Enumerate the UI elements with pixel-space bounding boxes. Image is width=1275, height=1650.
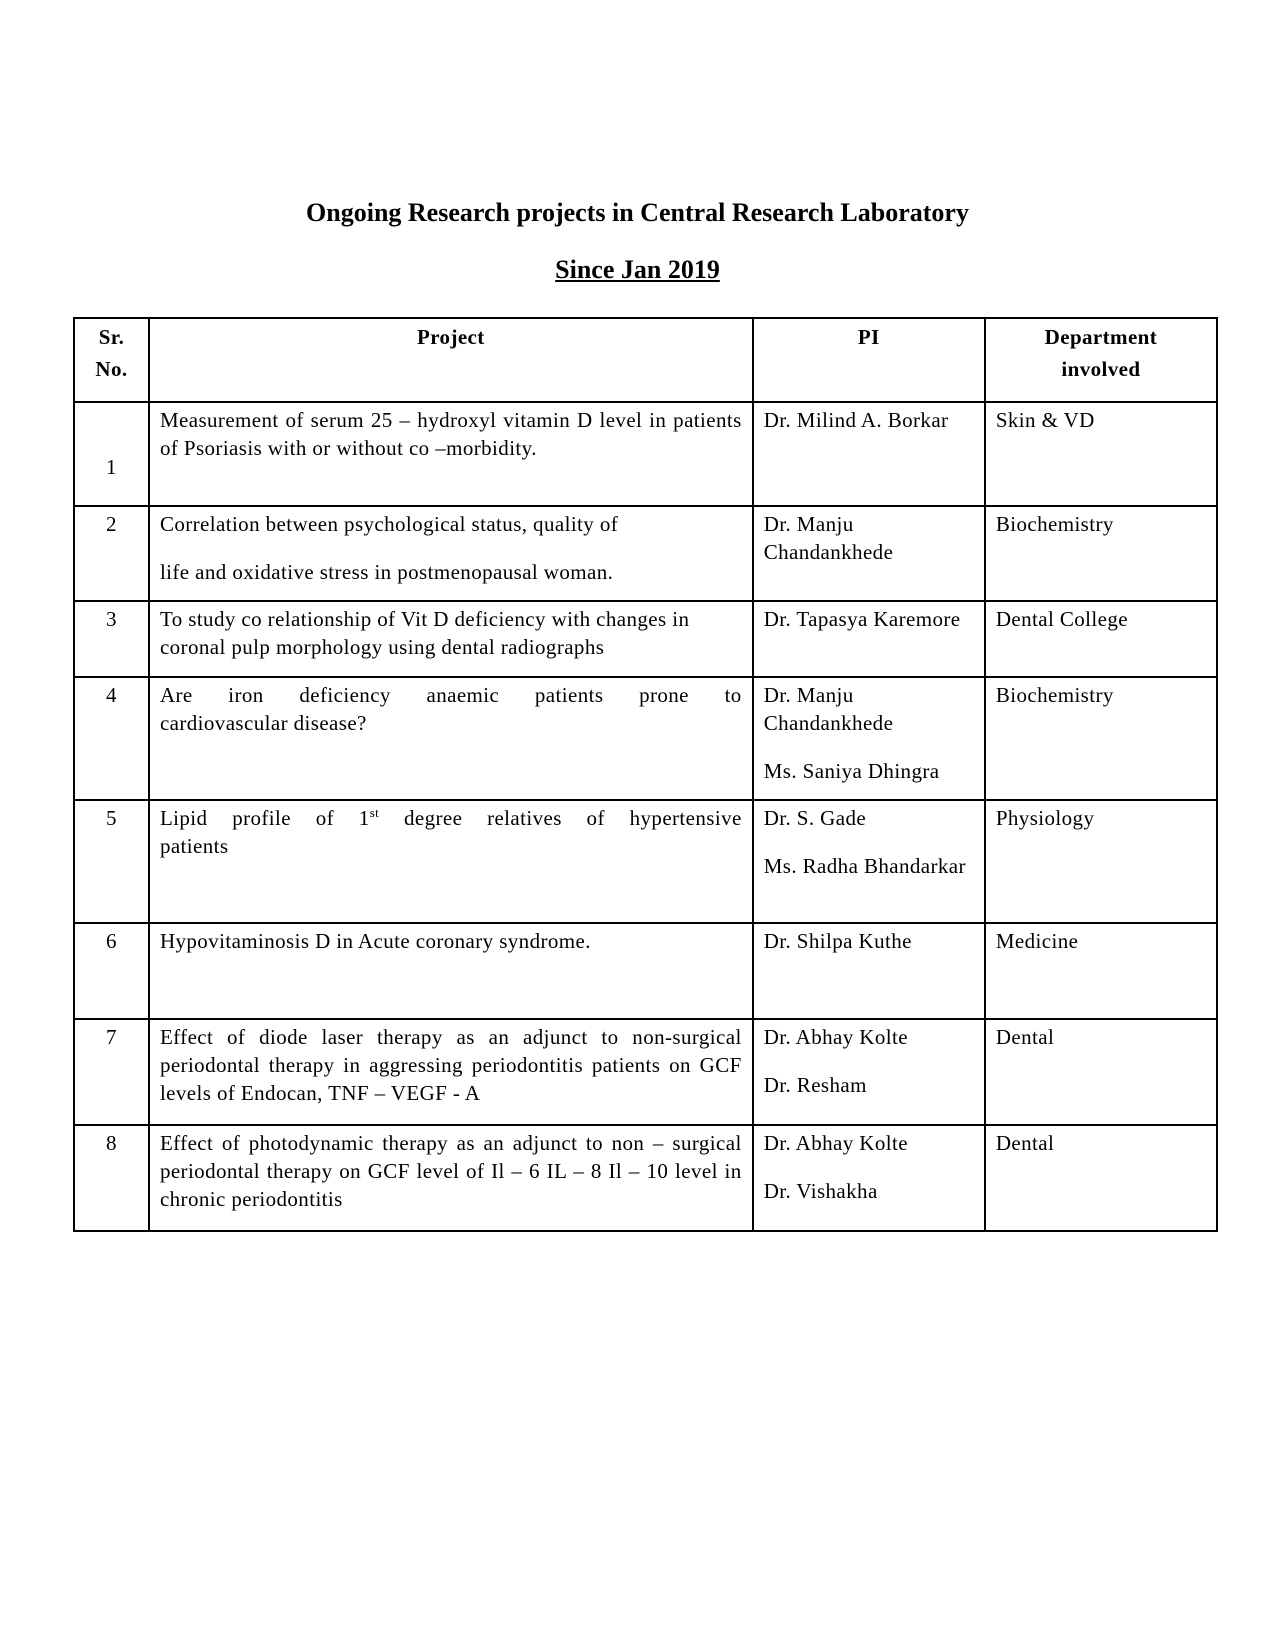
row-sr: 2 xyxy=(74,506,149,601)
pi-name: Ms. Saniya Dhingra xyxy=(763,759,940,783)
table-row xyxy=(74,677,1217,800)
row-project xyxy=(149,506,753,601)
project-line: life and oxidative stress in postmenopausal woman. xyxy=(159,560,614,584)
row-department: Dental College xyxy=(985,601,1217,677)
row-sr: 5 xyxy=(74,800,149,923)
project-line: Correlation between psychological status, quality of xyxy=(159,512,619,536)
pi-name: Dr. Milind A. Borkar xyxy=(763,408,949,432)
pi-name: Dr. Tapasya Karemore xyxy=(763,607,961,631)
pi-name: Dr. Resham xyxy=(763,1073,867,1097)
row-pi xyxy=(753,601,985,677)
pi-name: Ms. Radha Bhandarkar xyxy=(763,854,966,878)
row-department: Physiology xyxy=(985,800,1217,923)
row-department: Biochemistry xyxy=(985,506,1217,601)
table-row xyxy=(74,1125,1217,1231)
row-department: Medicine xyxy=(985,923,1217,1019)
header-project: Project xyxy=(149,318,753,402)
ordinal-superscript: st xyxy=(369,805,380,820)
project-text: Lipid profile of 1 xyxy=(159,806,370,830)
row-department: Dental xyxy=(985,1125,1217,1231)
row-project: Effect of diode laser therapy as an adjunct to non-surgical periodontal therapy in aggressing periodontitis patients on GCF levels of Endocan, TNF – VEGF - A xyxy=(149,1019,753,1125)
project-line: patients xyxy=(159,834,229,858)
row-department: Biochemistry xyxy=(985,677,1217,800)
page-title: Ongoing Research projects in Central Research Laboratory xyxy=(306,198,969,227)
table-header-row xyxy=(74,318,1217,402)
project-line: cardiovascular disease? xyxy=(159,711,367,735)
row-sr: 3 xyxy=(74,601,149,677)
table-row xyxy=(74,506,1217,601)
table-row xyxy=(74,601,1217,677)
project-line: Are iron deficiency anaemic patients prone to xyxy=(159,683,742,707)
table-row xyxy=(74,1019,1217,1125)
table-row xyxy=(74,800,1217,923)
pi-name: Dr. Vishakha xyxy=(763,1179,878,1203)
row-project: Measurement of serum 25 – hydroxyl vitamin D level in patients of Psoriasis with or without co –morbidity. xyxy=(149,402,753,506)
row-project: To study co relationship of Vit D deficiency with changes in coronal pulp morphology using dental radiographs xyxy=(149,601,753,677)
project-line xyxy=(160,804,742,832)
row-sr: 1 xyxy=(74,402,149,506)
row-project: Hypovitaminosis D in Acute coronary syndrome. xyxy=(149,923,753,1019)
pi-name: Dr. S. Gade xyxy=(763,806,867,830)
table-row xyxy=(74,923,1217,1019)
row-pi xyxy=(753,402,985,506)
row-pi xyxy=(753,1125,985,1231)
pi-name: Dr. Abhay Kolte xyxy=(763,1131,908,1155)
row-project xyxy=(149,800,753,923)
page-subtitle: Since Jan 2019 xyxy=(555,255,720,284)
header-department: Department involved xyxy=(985,318,1217,402)
row-pi xyxy=(753,1019,985,1125)
project-text: degree relatives of hypertensive xyxy=(379,806,742,830)
row-pi xyxy=(753,677,985,800)
row-sr: 4 xyxy=(74,677,149,800)
row-project: Effect of photodynamic therapy as an adjunct to non – surgical periodontal therapy on GCF level of Il – 6 IL – 8 Il – 10 level in chronic periodontitis xyxy=(149,1125,753,1231)
header-sr-no: Sr. No. xyxy=(74,318,149,402)
row-sr: 7 xyxy=(74,1019,149,1125)
pi-name: Dr. Abhay Kolte xyxy=(763,1025,908,1049)
table-row xyxy=(74,402,1217,506)
header-pi: PI xyxy=(753,318,985,402)
row-pi xyxy=(753,923,985,1019)
row-project xyxy=(149,677,753,800)
row-department: Skin & VD xyxy=(985,402,1217,506)
row-sr: 8 xyxy=(74,1125,149,1231)
row-pi xyxy=(753,506,985,601)
projects-table xyxy=(73,317,1218,1232)
pi-name: Dr. Shilpa Kuthe xyxy=(763,929,912,953)
row-pi xyxy=(753,800,985,923)
pi-name: Dr. Manju Chandankhede xyxy=(763,683,894,735)
row-sr: 6 xyxy=(74,923,149,1019)
row-department: Dental xyxy=(985,1019,1217,1125)
pi-name: Dr. Manju Chandankhede xyxy=(763,512,894,564)
